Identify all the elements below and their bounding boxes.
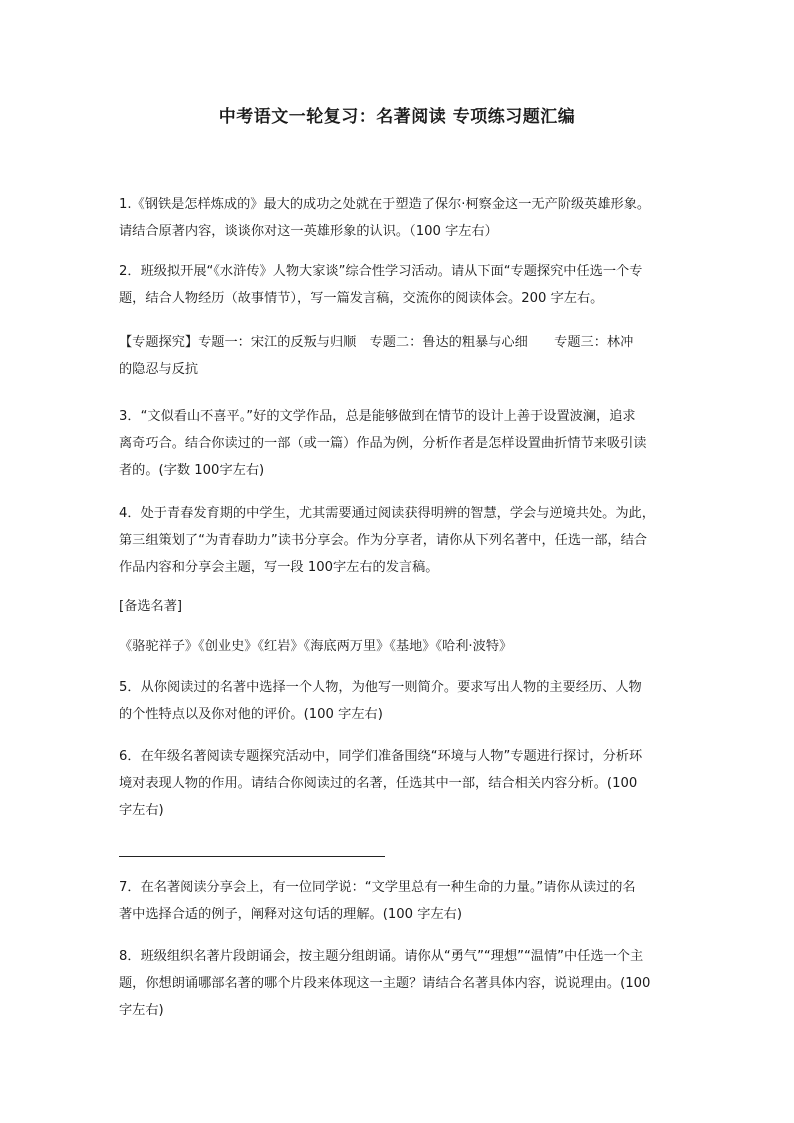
question-7-line-1: 7．在名著阅读分享会上，有一位同学说：“文学里总有一种生命的力量。”请你从读过的名 <box>119 880 636 895</box>
topic-list-line-2: 的隐忍与反抗 <box>119 362 199 377</box>
question-5-line-2: 的个性特点以及你对他的评价。(100 字左右) <box>119 707 383 722</box>
question-3-line-3: 者的。(字数 100字左右) <box>119 463 265 478</box>
question-6-line-2: 境对表现人物的作用。请结合你阅读过的名著，任选其中一部，结合相关内容分析。(100 <box>119 776 638 791</box>
question-1-line-1: 1.《钢铁是怎样炼成的》最大的成功之处就在于塑造了保尔·柯察金这一无产阶级英雄形象。 <box>119 197 651 212</box>
question-8-line-1: 8．班级组织名著片段朗诵会，按主题分组朗诵。请你从“勇气”“理想”“温情”中任选一个主 <box>119 949 644 964</box>
question-8 <box>119 943 689 1024</box>
question-5 <box>119 674 689 728</box>
topic-list-line-1: 【专题探究】专题一：宋江的反叛与归顺 专题二：鲁达的粗暴与心细 专题三：林冲 <box>119 335 634 350</box>
question-6-line-3: 字左右) <box>119 803 164 818</box>
question-7 <box>119 874 689 928</box>
question-1-line-2: 请结合原著内容，谈谈你对这一英雄形象的认识。（100 字左右） <box>119 224 498 239</box>
topic-list <box>119 329 689 383</box>
question-2-line-2: 题，结合人物经历（故事情节），写一篇发言稿，交流你的阅读体会。200 字左右。 <box>119 291 604 306</box>
question-4-line-2: 第三组策划了“为青春助力”读书分享会。作为分享者，请你从下列名著中，任选一部，结合 <box>119 533 647 548</box>
question-8-line-2: 题，你想朗诵哪部名著的哪个片段来体现这一主题？请结合名著具体内容，说说理由。(100 <box>119 976 651 991</box>
question-6 <box>119 743 689 824</box>
document-title: 中考语文一轮复习：名著阅读 专项练习题汇编 <box>218 107 576 127</box>
question-5-line-1: 5．从你阅读过的名著中选择一个人物，为他写一则简介。要求写出人物的主要经历、人物 <box>119 680 642 695</box>
question-1 <box>119 191 689 245</box>
question-3 <box>119 403 689 484</box>
question-4-line-3: 作品内容和分享会主题，写一段 100字左右的发言稿。 <box>119 560 439 575</box>
books-heading: [备选名著] <box>119 599 183 614</box>
books-list: 《骆驼祥子》《创业史》《红岩》《海底两万里》《基地》《哈利·波特》 <box>119 639 513 654</box>
horizontal-divider <box>119 856 385 857</box>
question-4-line-1: 4．处于青春发育期的中学生，尤其需要通过阅读获得明辨的智慧，学会与逆境共处。为此， <box>119 506 655 521</box>
question-8-line-3: 字左右) <box>119 1003 164 1018</box>
question-6-line-1: 6．在年级名著阅读专题探究活动中，同学们准备围绕“环境与人物”专题进行探讨，分析环 <box>119 749 643 764</box>
question-7-line-2: 著中选择合适的例子，阐释对这句话的理解。(100 字左右) <box>119 907 462 922</box>
question-2 <box>119 258 689 312</box>
question-2-line-1: 2．班级拟开展“《水浒传》人物大家谈”综合性学习活动。请从下面“专题探究中任选一个专 <box>119 264 643 279</box>
question-3-line-2: 离奇巧合。结合你读过的一部（或一篇）作品为例，分析作者是怎样设置曲折情节来吸引读 <box>119 436 647 451</box>
question-4 <box>119 500 689 581</box>
question-3-line-1: 3．“文似看山不喜平。”好的文学作品，总是能够做到在情节的设计上善于设置波澜，追求 <box>119 409 636 424</box>
